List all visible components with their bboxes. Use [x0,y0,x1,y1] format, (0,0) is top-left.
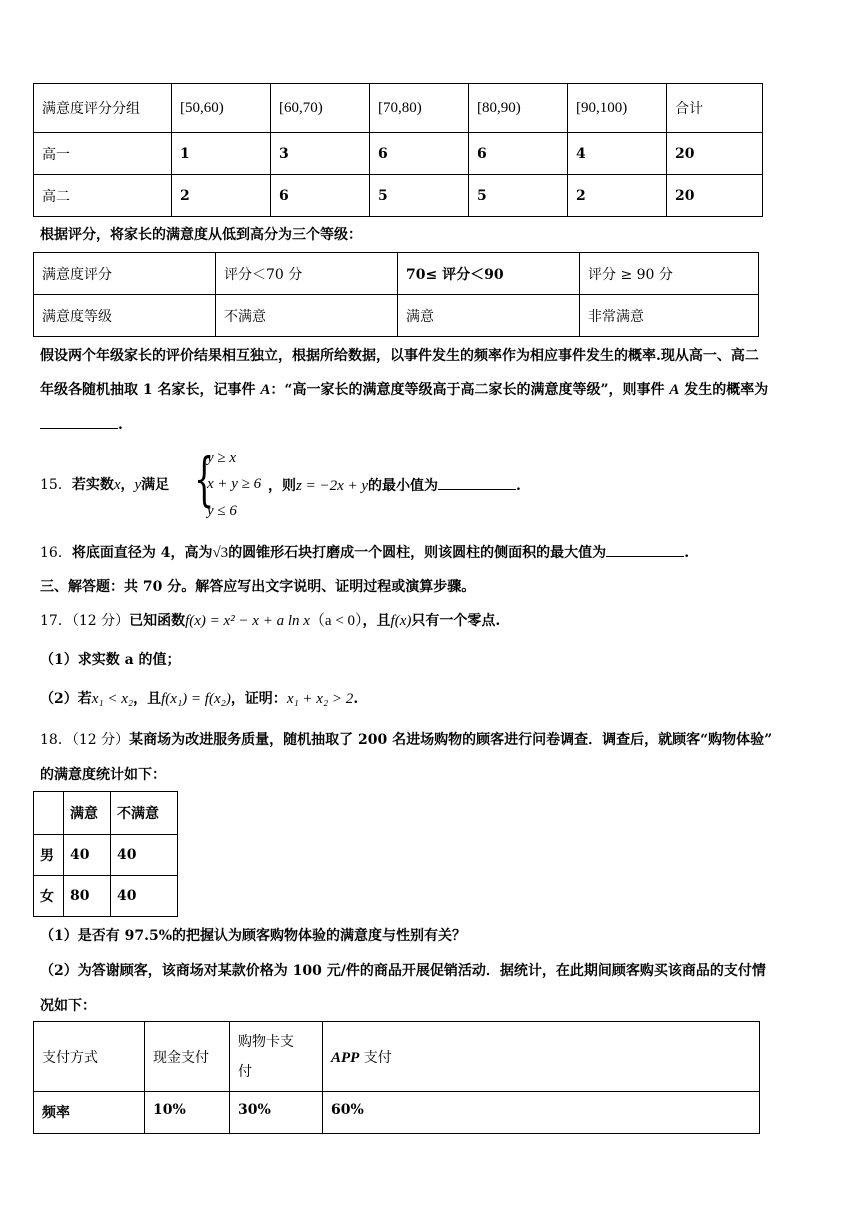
period: . [353,691,359,707]
text-fragment: 已知函数 [129,613,186,629]
table-header-cell: 满意度评分分组 [34,84,172,133]
table-cell: 评分＜70 分 [216,253,398,295]
question-15 [40,475,169,495]
left-brace: { [194,445,215,513]
period: . [684,545,690,561]
question-score: （12 分） [71,732,130,748]
event-symbol: A [669,382,680,398]
satisfaction-level-table [33,252,759,337]
text-fragment: ，且 [133,691,162,707]
cell-line: 购物卡支 [238,1033,294,1050]
table-row [34,133,763,175]
table-cell: 40 [64,835,111,876]
table-header-cell: [80,90) [469,84,568,133]
table-cell: 男 [34,835,64,876]
text-fragment: 发生的概率为 [679,382,769,398]
text-fragment: ，且 [362,613,391,629]
paragraph-line: 假设两个年级家长的评价结果相互独立，根据所给数据，以事件发生的频率作为相应事件发生的概率.现从高一、高二 [40,348,759,364]
paragraph-line: 的满意度统计如下： [40,767,166,783]
period: . [118,417,123,433]
text-fragment: 若实数 [71,477,114,493]
math-expression: f(x₁) = f(x₂) [161,691,231,707]
question-16 [40,542,689,563]
table-cell: 20 [667,133,763,175]
table-header-cell: [90,100) [568,84,667,133]
question-17 [40,611,500,631]
table-cell: 满意度评分 [34,253,216,295]
table-header-cell [230,1022,323,1092]
objective-expression: z = −2x + y [296,478,369,494]
table-row [34,84,763,133]
paragraph-line: 况如下： [40,998,96,1014]
table-cell: 评分 ≥ 90 分 [580,253,759,295]
answer-blank[interactable] [438,475,516,490]
question-18-part-1: （1）是否有 97.5%的把握认为顾客购物体验的满意度与性别有关？ [40,928,467,944]
function-expression: f(x) = x² − x + a ln x [185,613,310,629]
section-heading: 三、解答题：共 70 分。解答应写出文字说明、证明过程或演算步骤。 [40,579,476,595]
table-row [34,295,759,337]
text-fragment: 满足 [141,477,170,493]
question-number: 16． [40,545,72,561]
table-cell: 非常满意 [580,295,759,337]
table-cell: 满意度等级 [34,295,216,337]
variable: y [134,477,142,493]
payment-method-table [33,1021,760,1134]
table-cell: 4 [568,133,667,175]
text-fragment: 将底面直径为 4，高为 [71,545,213,561]
table-header-cell [34,792,64,835]
intro-text: 根据评分，将家长的满意度从低到高分为三个等级： [40,227,362,243]
question-number: 18． [40,732,72,748]
table-cell: 40 [111,835,178,876]
table-cell: 2 [172,175,271,217]
table-cell: 3 [271,133,370,175]
question-17-part-2 [40,689,358,709]
constraint-2: x + y ≥ 6 [207,476,262,492]
table-cell: 满意 [398,295,580,337]
table-cell: 6 [370,133,469,175]
table-cell: 20 [667,175,763,217]
sqrt-expression: √3 [212,545,229,561]
table-header-cell: 现金支付 [145,1022,230,1092]
table-cell: 高一 [34,133,172,175]
text-fragment: 的圆锥形石块打磨成一个圆柱，则该圆柱的侧面积的最大值为 [228,545,607,561]
text-fragment: 的最小值为 [368,478,439,494]
table-cell: 6 [469,133,568,175]
table-cell: 70≤ 评分＜90 [398,253,580,295]
table-row [34,1022,760,1092]
table-row [34,792,178,835]
table-header-cell [323,1022,760,1092]
table-cell: 60% [323,1092,760,1134]
table-header-cell: [70,80) [370,84,469,133]
table-cell: 30% [230,1092,323,1134]
text-fragment: 只有一个零点. [411,613,501,629]
table-row [34,876,178,917]
event-symbol: A [260,382,271,398]
text-fragment: ，则 [268,478,296,494]
cell-line: 付 [238,1063,252,1080]
answer-blank[interactable] [40,414,118,429]
question-number: 15． [40,477,72,493]
table-row [34,1092,760,1134]
period: . [516,478,521,494]
question-18-part-2: （2）为答谢顾客，该商场对某款价格为 100 元/件的商品开展促销活动．据统计，在此期间顾客购买该商品的支付情 [40,963,766,979]
constraint-3: y ≤ 6 [207,503,237,519]
table-cell: 40 [111,876,178,917]
table-header-cell: [60,70) [271,84,370,133]
text-fragment: ， [120,477,135,493]
table-header-cell: [50,60) [172,84,271,133]
constraint-1: y ≥ x [207,450,237,466]
table-cell: 6 [271,175,370,217]
table-cell: 高二 [34,175,172,217]
table-cell: 10% [145,1092,230,1134]
question-15-tail [268,475,521,496]
table-cell: 1 [172,133,271,175]
app-label: APP [331,1049,360,1066]
text-fragment: 某商场为改进服务质量，随机抽取了 200 名进场购物的顾客进行问卷调查．调查后，就顾客“购物体验” [129,732,773,748]
text-fragment: ：“高一家长的满意度等级高于高二家长的满意度等级”，则事件 [270,382,670,398]
table-header-cell: 支付方式 [34,1022,145,1092]
table-cell: 80 [64,876,111,917]
math-expression: x₁ < x₂ [91,691,134,707]
text-fragment: （2）若 [40,691,92,707]
table-header-cell: 满意 [64,792,111,835]
text-fragment: 年级各随机抽取 1 名家长，记事件 [40,382,261,398]
question-17-part-1: （1）求实数 a 的值； [40,652,181,668]
question-18 [40,730,772,750]
table-row [34,835,178,876]
table-cell: 5 [370,175,469,217]
table-header-cell: 合计 [667,84,763,133]
condition: （a < 0） [309,613,363,629]
table-cell: 5 [469,175,568,217]
answer-line [40,414,123,435]
table-cell: 频率 [34,1092,145,1134]
table-cell: 不满意 [216,295,398,337]
question-number: 17． [40,613,72,629]
answer-blank[interactable] [606,542,684,557]
text-fragment: ，证明： [230,691,287,707]
gender-satisfaction-table [33,791,178,917]
table-row [34,175,763,217]
variable: x [113,477,121,493]
paragraph-line [40,380,768,400]
table-header-cell: 不满意 [111,792,178,835]
math-expression: x₁ + x₂ > 2 [286,691,354,707]
text-fragment: 支付 [359,1049,392,1066]
table-cell: 2 [568,175,667,217]
table-cell: 女 [34,876,64,917]
function-expression: f(x) [390,613,412,629]
question-score: （12 分） [71,613,130,629]
score-distribution-table [33,83,763,217]
table-row [34,253,759,295]
